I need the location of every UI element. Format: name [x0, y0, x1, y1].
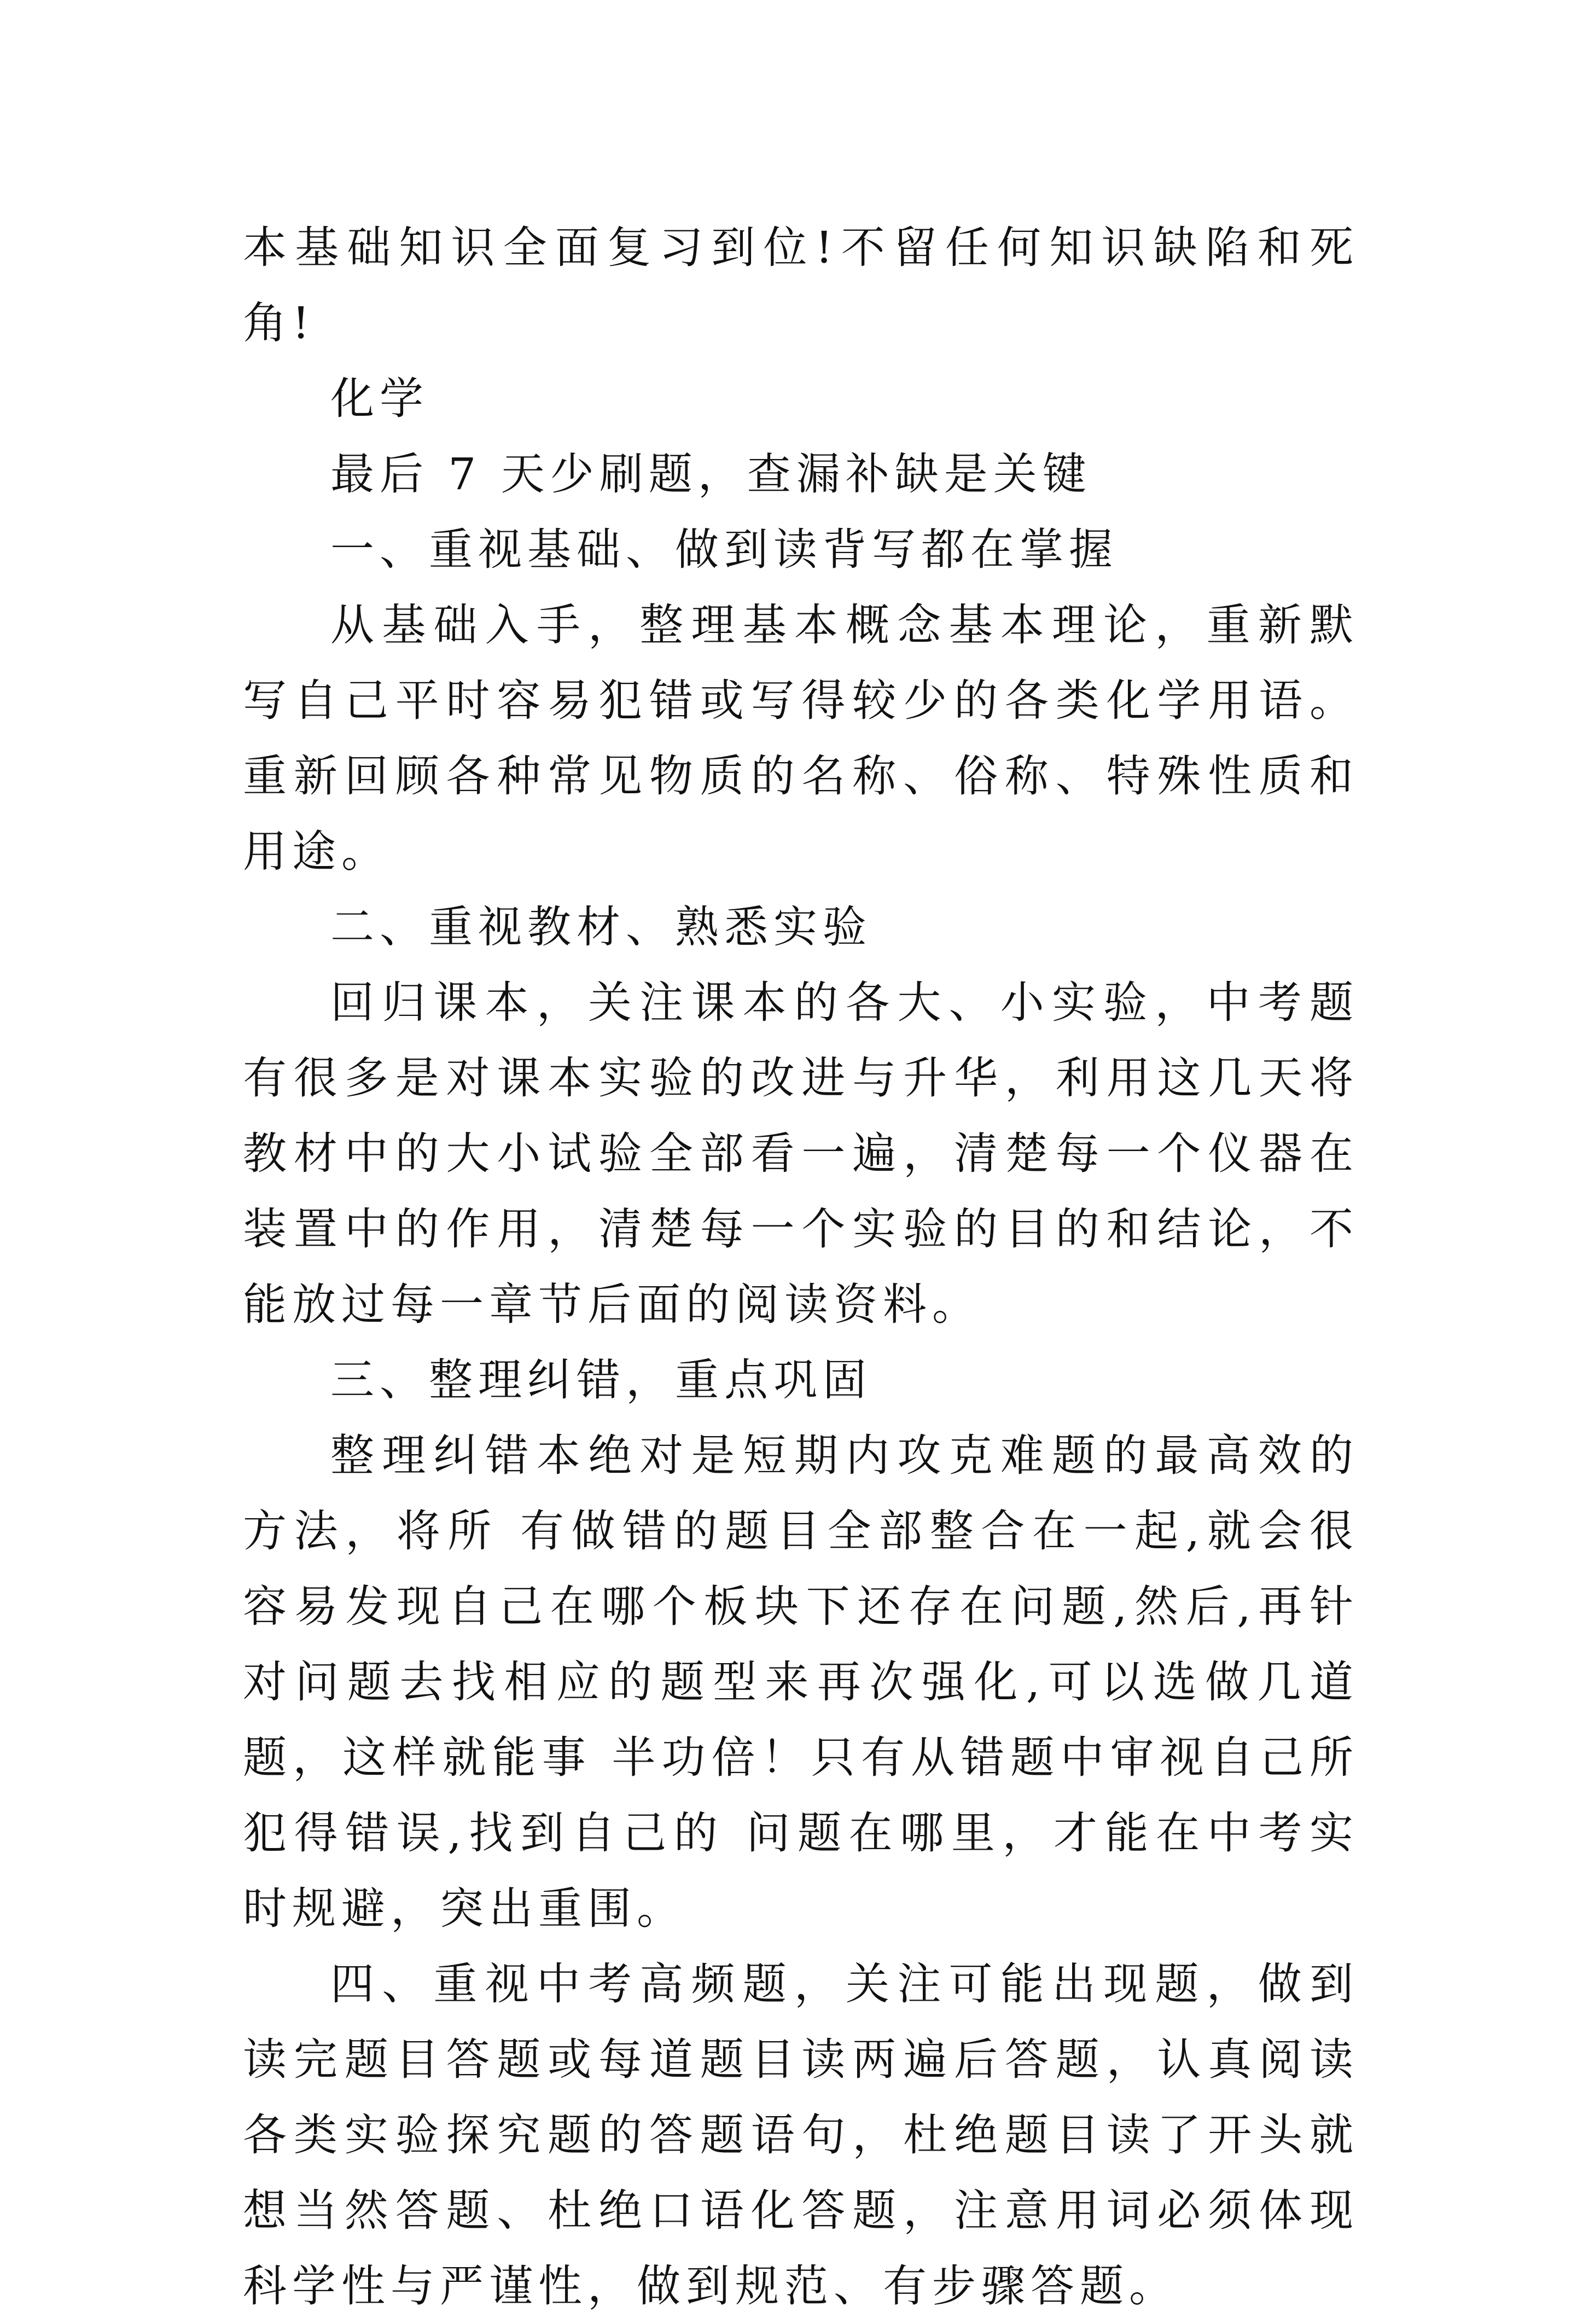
document-body	[243, 210, 1359, 2324]
point-heading-2: 二、重视教材、熟悉实验	[330, 902, 872, 952]
point-4: 四、重视中考高频题，关注可能出现题，做到读完题目答题或每道题目读两遍后答题，认真阅读各类实验探究题的答题语句，杜绝题目读了开头就想当然答题、杜绝口语化答题，注意用词必须体现科学性与严谨性，做到规范、有步骤答题。	[243, 1959, 1359, 2311]
subheading-final-seven-days: 最后 7 天少刷题，查漏补缺是关键	[330, 449, 1092, 499]
point-body-2: 回归课本，关注课本的各大、小实验，中考题有很多是对课本实验的改进与升华，利用这几天将教材中的大小试验全部看一遍，清楚每一个仪器在装置中的作用，清楚每一个实验的目的和结论，不能放过每一章节后面的阅读资料。	[243, 977, 1359, 1330]
point-body-1: 从基础入手，整理基本概念基本理论，重新默写自己平时容易犯错或写得较少的各类化学用语。重新回顾各种常见物质的名称、俗称、特殊性质和用途。	[243, 600, 1359, 877]
paragraph-continuation: 本基础知识全面复习到位!不留任何知识缺陷和死角!	[243, 222, 1359, 348]
section-heading-chemistry: 化学	[330, 373, 429, 424]
point-heading-3: 三、整理纠错，重点巩固	[330, 1355, 872, 1405]
point-body-3: 整理纠错本绝对是短期内攻克难题的最高效的方法，将所 有做错的题目全部整合在一起,就会很容易发现自己在哪个板块下还存在问题,然后,再针对问题去找相应的题型来再次强化,可以选做几道题，这样就能事 半功倍！只有从错题中审视自己所犯得错误,找到自己的 问题在哪里，才能在中考实时规避，突出重围。	[243, 1430, 1359, 1934]
point-heading-1: 一、重视基础、做到读背写都在掌握	[330, 524, 1118, 575]
